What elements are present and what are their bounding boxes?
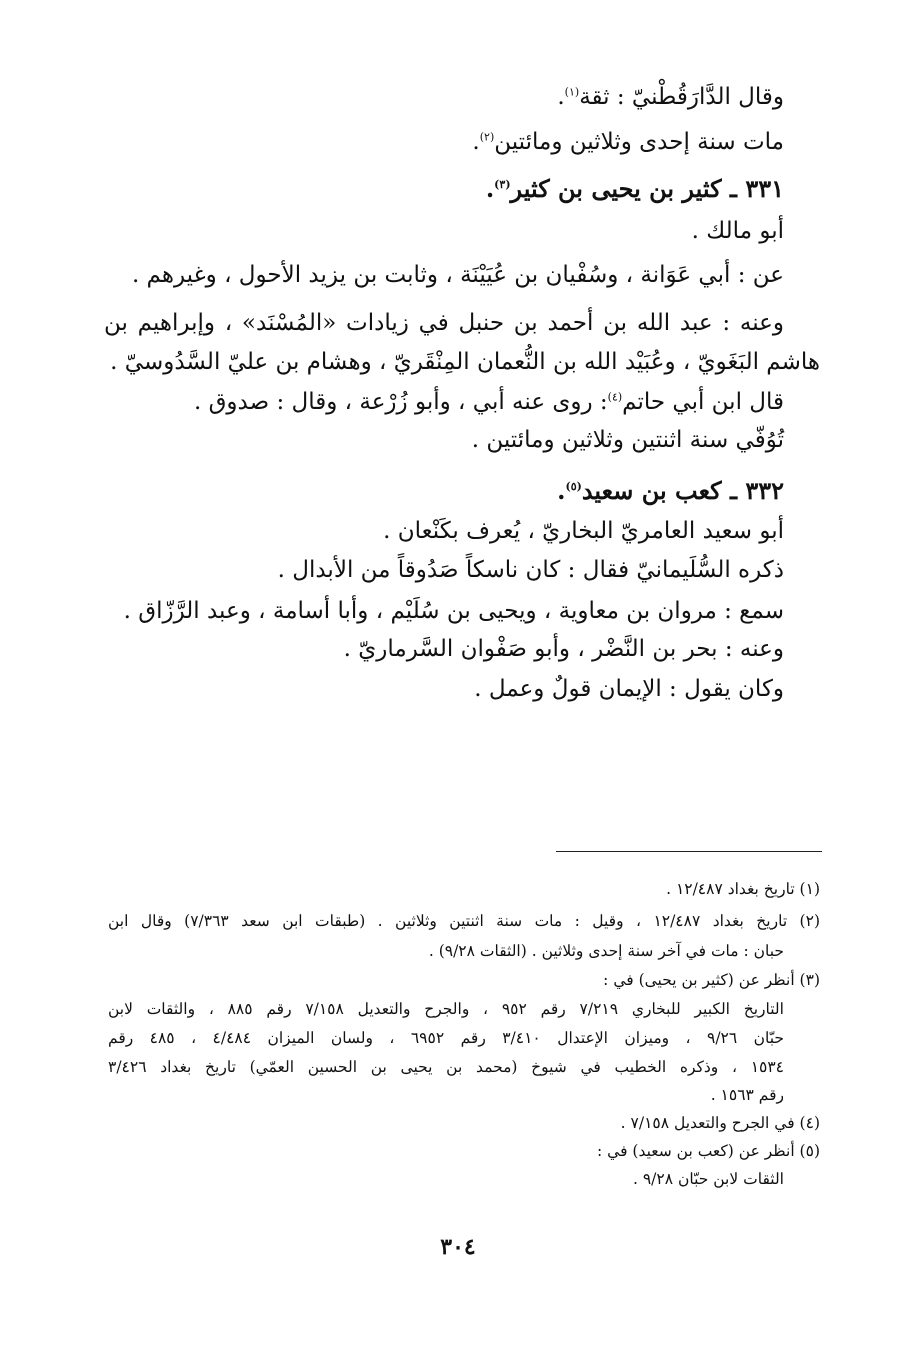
- footnote-ref: (٣): [494, 178, 511, 191]
- entry-heading: [486, 172, 784, 206]
- footnote-ref: (٢): [479, 130, 495, 144]
- footnote-3-line: رقم ١٥٦٣ .: [710, 1086, 784, 1104]
- footnote-3-line: حبّان ٩/٢٦ ، وميزان الإعتدال ٣/٤١٠ رقم ٦٩٥٢ ، ولسان الميزان ٤/٤٨٤ ، ٤٨٥ رقم: [108, 1029, 785, 1047]
- heading-end: .: [485, 174, 495, 203]
- footnote-3-line: (٣) أنظر عن (كثير بن يحيى) في :: [603, 971, 820, 989]
- text-line: تُوُفّي سنة اثنتين وثلاثين ومائتين .: [471, 427, 784, 453]
- text-line: وعنه : عبد الله بن أحمد بن حنبل في زيادات «المُسْنَد» ، وإبراهيم بن: [104, 310, 784, 336]
- footnote-3-line: التاريخ الكبير للبخاري ٧/٢١٩ رقم ٩٥٢ ، والجرح والتعديل ٧/١٥٨ رقم ٨٨٥ ، والثقات لابن: [108, 1000, 784, 1018]
- footnote-4: (٤) في الجرح والتعديل ٧/١٥٨ .: [620, 1114, 820, 1132]
- footnote-ref: (١): [564, 85, 580, 99]
- page-number: ٣٠٤: [440, 1234, 476, 1260]
- text-line: [557, 80, 784, 114]
- footnote-5-line: الثقات لابن حبّان ٩/٢٨ .: [632, 1170, 784, 1188]
- text-line: وكان يقول : الإيمان قولٌ وعمل .: [474, 676, 784, 702]
- line-end: .: [472, 129, 480, 155]
- line-text: مات سنة إحدى وثلاثين ومائتين: [494, 129, 784, 155]
- footnote-ref: (٤): [607, 390, 623, 404]
- footnote-2-line: (٢) تاريخ بغداد ١٢/٤٨٧ ، وقيل : مات سنة اثنتين وثلاثين . (طبقات ابن سعد ٧/٣٦٣) وقال ابن: [108, 912, 820, 930]
- line-text: : روى عنه أبي ، وأبو زُرْعة ، وقال : صدوق .: [193, 389, 608, 415]
- footnote-3-line: ١٥٣٤ ، وذكره الخطيب في شيوخ (محمد بن يحيى بن الحسين العمّي) تاريخ بغداد ٣/٤٢٦: [108, 1058, 784, 1076]
- text-line: وعنه : بحر بن النَّضْر ، وأبو صَفْوان السَّرماريّ .: [343, 636, 784, 662]
- footnote-2-line: حبان : مات في آخر سنة إحدى وثلاثين . (الثقات ٩/٢٨) .: [428, 942, 784, 960]
- heading-text: ٣٣٢ ـ كعب بن سعيد: [581, 476, 784, 505]
- line-text: وقال الدَّارَقُطْنيّ : ثقة: [579, 84, 784, 110]
- footnote-1: (١) تاريخ بغداد ١٢/٤٨٧ .: [666, 880, 820, 898]
- text-line: ذكره السُّلَيمانيّ فقال : كان ناسكاً صَدُوقاً من الأبدال .: [277, 557, 784, 583]
- text-line: هاشم البَغَويّ ، وعُبَيْد الله بن النُّعمان المِنْقَريّ ، وهشام بن عليّ السَّدُوسيّ .: [110, 349, 820, 375]
- text-line: [472, 125, 784, 159]
- heading-text: ٣٣١ ـ كثير بن يحيى بن كثير: [510, 174, 784, 203]
- text-line: [194, 385, 784, 419]
- line-end: .: [557, 84, 565, 110]
- text-line: سمع : مروان بن معاوية ، ويحيى بن سُلَيْم ، وأبا أسامة ، وعبد الرَّزّاق .: [123, 598, 784, 624]
- text-line: أبو سعيد العامريّ البخاريّ ، يُعرف بكَنْعان .: [383, 518, 784, 544]
- heading-end: .: [557, 476, 566, 505]
- text-line: أبو مالك .: [691, 218, 784, 244]
- footnote-5-line: (٥) أنظر عن (كعب بن سعيد) في :: [597, 1142, 820, 1160]
- text-line: عن : أبي عَوَانة ، وسُفْيان بن عُيَيْنَة ، وثابت بن يزيد الأحول ، وغيرهم .: [131, 262, 784, 288]
- footnote-separator: [556, 851, 822, 852]
- line-text: قال ابن أبي حاتم: [622, 389, 784, 415]
- entry-heading: [557, 474, 784, 508]
- footnote-ref: (٥): [565, 480, 582, 493]
